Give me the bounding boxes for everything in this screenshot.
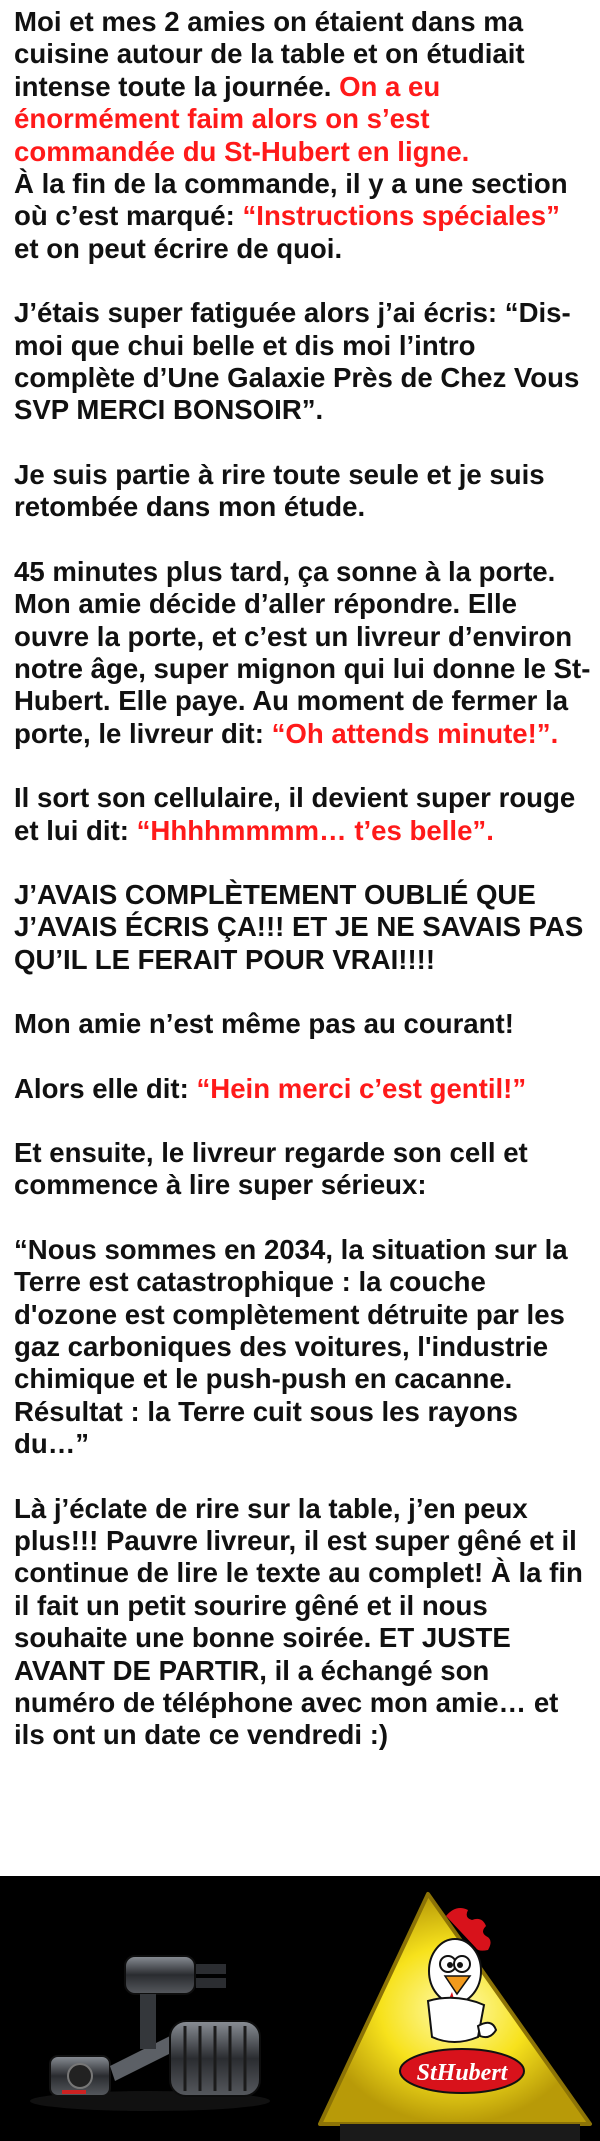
paragraph-3: Je suis partie à rire toute seule et je suis retombée dans mon étude. <box>14 458 545 523</box>
p5-highlight-b: “Hhhhmmmm… t’es belle”. <box>136 814 494 846</box>
paragraph-9: Et ensuite, le livreur regarde son cell et commence à lire super sérieux: <box>14 1136 528 1201</box>
story-text <box>14 6 592 1784</box>
banner-art <box>0 1876 600 2141</box>
bottom-banner <box>0 1876 600 2141</box>
paragraph-1 <box>14 6 592 265</box>
p5-text-a: Il sort son cellulaire, il devient super rouge et lui dit: <box>14 782 576 846</box>
p4-text-a: 45 minutes plus tard, ça sonne à la porte. Mon amie décide d’aller répondre. Elle ouvre la porte, et c’est un livreur d’environ notre âge, super mignon qui lui donne le St-Hubert. Elle paye. Au moment de fermer la porte, le livreur dit: <box>14 555 591 749</box>
spaceship-image <box>30 1956 270 2111</box>
p8-highlight-b: “Hein merci c’est gentil!” <box>196 1072 527 1104</box>
st-hubert-sign-image <box>320 1894 590 2141</box>
p4-highlight-b: “Oh attends minute!”. <box>271 717 559 749</box>
paragraph-2: J’étais super fatiguée alors j’ai écris: “Dis-moi que chui belle et dis moi l’intro complète d’Une Galaxie Près de Chez Vous SVP MERCI BONSOIR”. <box>14 297 580 426</box>
paragraph-4 <box>14 556 592 750</box>
paragraph-6: J’AVAIS COMPLÈTEMENT OUBLIÉ QUE J’AVAIS ÉCRIS ÇA!!! ET JE NE SAVAIS PAS QU’IL LE FERAIT POUR VRAI!!!! <box>14 878 584 975</box>
st-hubert-logo-text: StHubert <box>416 2060 508 2086</box>
p1-highlight-d: “Instructions spéciales” <box>242 200 560 232</box>
p1-highlight-b: On a eu énormément faim alors on s’est commandée du St-Hubert en ligne. <box>14 70 470 167</box>
p1-text-c: À la fin de la commande, il y a une section où c’est marqué: <box>14 168 568 232</box>
paragraph-8 <box>14 1073 592 1105</box>
paragraph-5 <box>14 782 592 847</box>
p1-text-a: Moi et mes 2 amies on étaient dans ma cuisine autour de la table et on étudiait intense toute la journée. <box>14 6 525 102</box>
paragraph-7: Mon amie n’est même pas au courant! <box>14 1008 514 1040</box>
paragraph-11: Là j’éclate de rire sur la table, j’en peux plus!!! Pauvre livreur, il est super gêné et il continue de lire le texte au complet! À la fin il fait un petit sourire gêné et il nous souhaite une bonne soirée. ET JUSTE AVANT DE PARTIR, il a échangé son numéro de téléphone avec mon amie… et ils ont un date ce vendredi :) <box>14 1492 583 1751</box>
paragraph-10: “Nous sommes en 2034, la situation sur la Terre est catastrophique : la couche d'ozone est complètement détruite par les gaz carboniques des voitures, l'industrie chimique et le push-push en cacanne. Résultat : la Terre cuit sous les rayons du…” <box>14 1233 568 1460</box>
p8-text-a: Alors elle dit: <box>14 1072 197 1104</box>
p1-text-e: et on peut écrire de quoi. <box>14 232 343 264</box>
